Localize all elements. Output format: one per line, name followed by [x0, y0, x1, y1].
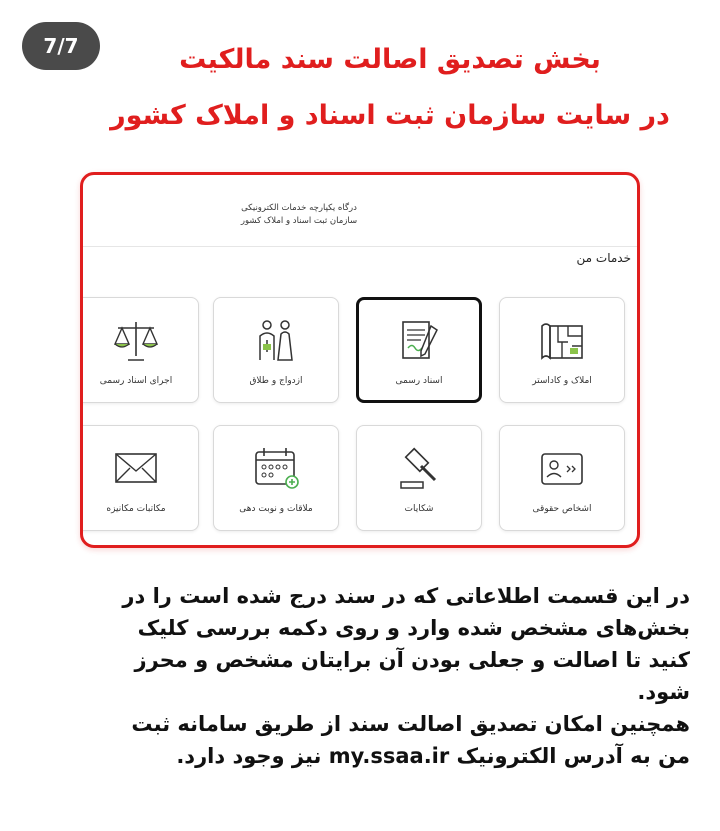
page-title-line2: در سایت سازمان ثبت اسناد و املاک کشور: [110, 100, 670, 131]
description-line: در این قسمت اطلاعاتی که در سند درج شده است را در: [122, 584, 690, 608]
service-card-label: املاک و کاداستر: [532, 376, 592, 386]
service-card-appointments[interactable]: [213, 425, 339, 531]
portal-header-title: درگاه یکپارچه خدمات الکترونیکی: [241, 203, 357, 213]
portal-header: [83, 175, 637, 247]
service-card-label: اشخاص حقوقی: [532, 504, 592, 514]
calendar-icon: [248, 444, 304, 494]
marriage-couple-icon: [248, 316, 304, 366]
portal-header-subtitle: سازمان ثبت اسناد و املاک کشور: [240, 216, 358, 226]
page-title-line1: بخش تصدیق اصالت سند مالکیت: [179, 44, 601, 75]
service-card-label: ملاقات و نوبت دهی: [239, 504, 313, 514]
id-card-icon: [534, 444, 590, 494]
official-document-icon: [391, 316, 447, 366]
description-line: من به آدرس الکترونیک my.ssaa.ir نیز وجود دارد.: [176, 744, 690, 768]
envelope-icon: [108, 444, 164, 494]
service-card-label: شکایات: [404, 504, 434, 514]
description-line: شود.: [637, 680, 690, 704]
justice-scale-icon: [108, 316, 164, 366]
service-card-cadastre[interactable]: [499, 297, 625, 403]
service-card-complaints[interactable]: [356, 425, 482, 531]
cadastre-map-icon: [534, 316, 590, 366]
my-services-title: خدمات من: [576, 251, 631, 265]
service-card-official-documents[interactable]: [356, 297, 482, 403]
service-card-label: اسناد رسمی: [395, 376, 443, 386]
description-text: [30, 580, 690, 772]
description-line: کنید تا اصالت و جعلی بودن آن برایتان مشخص و محرز: [134, 648, 690, 672]
description-line: همچنین امکان تصدیق اصالت سند از طریق سامانه ثبت: [131, 712, 690, 736]
service-card-mechanized-correspondence[interactable]: [80, 425, 199, 531]
gavel-icon: [391, 444, 447, 494]
service-card-official-doc-execution[interactable]: [80, 297, 199, 403]
portal-screenshot-frame: [80, 172, 640, 548]
service-card-legal-entities[interactable]: [499, 425, 625, 531]
service-card-marriage-divorce[interactable]: [213, 297, 339, 403]
description-line: بخش‌های مشخص شده وارد و روی دکمه بررسی کلیک: [137, 616, 690, 640]
service-card-label: مکاتبات مکانیزه: [106, 504, 166, 514]
page-counter-badge: 7/7: [22, 22, 100, 70]
service-card-label: اجرای اسناد رسمی: [99, 376, 173, 386]
service-card-label: ازدواج و طلاق: [249, 376, 303, 386]
